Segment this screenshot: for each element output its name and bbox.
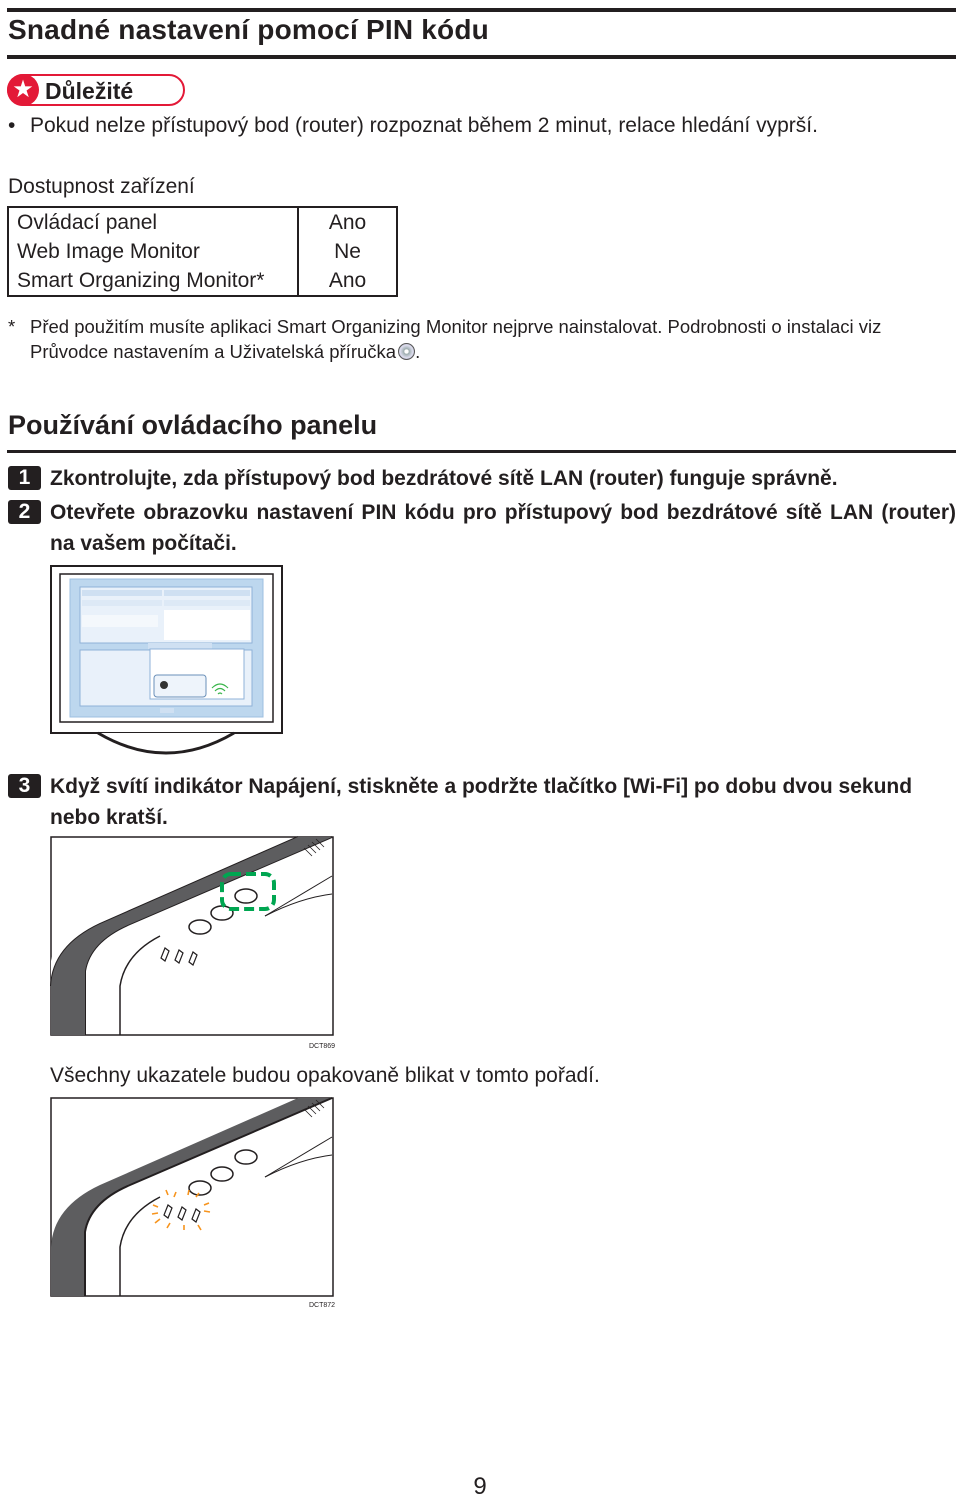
important-bullet-text: Pokud nelze přístupový bod (router) rozpoznat během 2 minut, relace hledání vyprší. [30,114,818,137]
table-cell-value: Ano [298,266,397,296]
cd-icon [398,343,415,360]
figure-code: DCT869 [309,1043,336,1050]
availability-table [7,206,398,297]
important-bullet [8,114,818,138]
important-label: Důležité [45,78,134,104]
footnote-text: Před použitím musíte aplikaci Smart Organizing Monitor nejprve nainstalovat. Podrobnosti o instalaci viz Průvodce nastavením a Uživatelská příručka [30,316,882,362]
step-number-badge: 1 [8,466,41,490]
step-number-badge: 3 [8,774,41,798]
table-cell-value: Ano [298,207,397,237]
step-1-text: Zkontrolujte, zda přístupový bod bezdrátové sítě LAN (router) funguje správně. [50,467,838,490]
footnote-marker: * [8,316,16,337]
table-cell-value: Ne [298,237,397,266]
table-row [8,237,397,266]
printer-figure-blinking [50,1097,334,1297]
monitor-illustration [50,565,284,755]
step-number-badge: 2 [8,500,41,524]
figure-code: DCT872 [309,1302,336,1309]
step-3-text: Když svítí indikátor Napájení, stiskněte a podržte tlačítko [Wi-Fi] po dobu dvou sekund nebo kratší. [50,775,913,829]
footnote-end: . [415,341,421,362]
title-rule [7,55,956,59]
section-title: Používání ovládacího panelu [8,410,378,440]
star-icon: ★ [7,74,39,106]
page-title: Snadné nastavení pomocí PIN kódu [8,14,489,45]
top-rule [7,8,956,12]
table-cell-name: Web Image Monitor [8,237,298,266]
availability-heading: Dostupnost zařízení [8,175,195,198]
bullet-dot: • [8,114,16,137]
footnote [8,314,958,364]
section-rule [7,450,956,453]
table-row [8,207,397,237]
printer-figure-wifi-button [50,836,334,1036]
footnote-text-block [30,314,958,364]
step-2-text: Otevřete obrazovku nastavení PIN kódu pro přístupový bod bezdrátové sítě LAN (router) na vašem počítači. [50,501,956,555]
table-row [8,266,397,296]
figure-caption: Všechny ukazatele budou opakovaně blikat v tomto pořadí. [50,1064,600,1087]
table-cell-name: Ovládací panel [8,207,298,237]
important-label-box [7,74,185,106]
page-number: 9 [473,1473,487,1500]
table-cell-name: Smart Organizing Monitor* [8,266,298,296]
